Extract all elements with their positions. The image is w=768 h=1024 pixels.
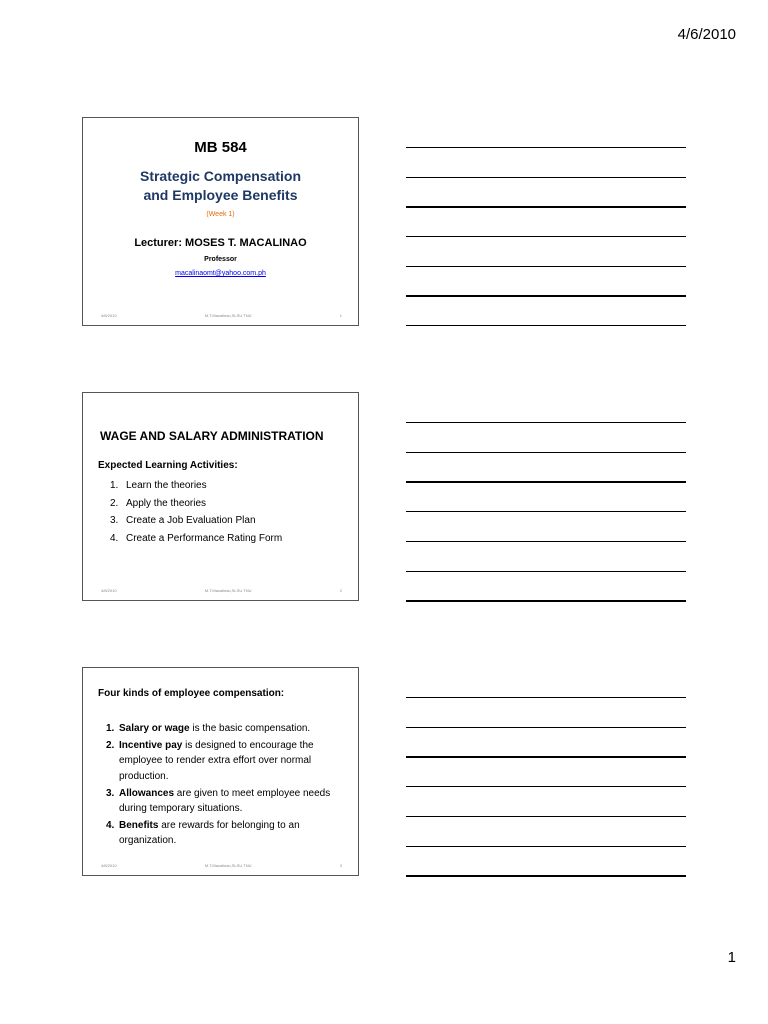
note-line bbox=[406, 697, 686, 698]
note-line bbox=[406, 325, 686, 326]
lecturer-role: Professor bbox=[204, 256, 237, 263]
list-item-text: Learn the theories bbox=[126, 480, 207, 491]
note-line bbox=[406, 147, 686, 148]
slide-footer-author: M.T.Macalinao,SLSU TNU bbox=[204, 313, 252, 318]
note-line bbox=[406, 295, 686, 297]
note-line bbox=[406, 266, 686, 267]
note-line bbox=[406, 422, 686, 423]
list-item bbox=[106, 818, 346, 848]
list-item-text: Apply the theories bbox=[126, 497, 207, 509]
note-line bbox=[406, 571, 686, 572]
list-item bbox=[110, 512, 282, 530]
note-line bbox=[406, 875, 686, 877]
note-line bbox=[406, 206, 686, 208]
note-line bbox=[406, 452, 686, 453]
note-line bbox=[406, 846, 686, 847]
list-item-text: are rewards for belonging to an organization. bbox=[119, 820, 300, 847]
slide-footer-number: 1 bbox=[339, 313, 342, 318]
list-item bbox=[110, 495, 282, 513]
slide-2 bbox=[82, 392, 359, 601]
course-code: MB 584 bbox=[194, 139, 247, 156]
page-date: 4/6/2010 bbox=[677, 26, 736, 43]
list-item-number: 4. bbox=[106, 820, 115, 832]
slide-1 bbox=[82, 117, 359, 326]
learning-activities-list bbox=[110, 477, 282, 548]
course-title-line-2: and Employee Benefits bbox=[143, 187, 298, 203]
list-item-number: 1. bbox=[106, 723, 115, 734]
note-line bbox=[406, 786, 686, 787]
list-item bbox=[110, 477, 282, 495]
course-title bbox=[83, 167, 358, 205]
list-item-text: Create a Performance Rating Form bbox=[126, 533, 283, 545]
list-item bbox=[110, 530, 282, 548]
list-item-term: Benefits bbox=[119, 820, 159, 832]
list-item-text: is designed to encourage the employee to render extra effort over normal production. bbox=[119, 740, 314, 782]
slide-footer bbox=[101, 588, 342, 593]
page-number: 1 bbox=[727, 949, 736, 966]
note-line bbox=[406, 511, 686, 512]
slide-footer bbox=[101, 863, 342, 868]
note-line bbox=[406, 177, 686, 178]
note-line bbox=[406, 600, 686, 602]
list-item-number: 2. bbox=[110, 497, 119, 509]
list-item-number: 3. bbox=[106, 787, 115, 799]
slide-title: Four kinds of employee compensation: bbox=[98, 688, 285, 699]
list-item-number: 3. bbox=[110, 515, 119, 527]
list-item bbox=[106, 721, 346, 736]
list-item bbox=[106, 786, 346, 816]
slide-footer-date: 4/6/2010 bbox=[101, 863, 117, 868]
slide-footer-date: 4/6/2010 bbox=[101, 313, 117, 318]
list-item-number: 1. bbox=[110, 480, 119, 491]
slide-footer-number: 3 bbox=[339, 863, 342, 868]
note-line bbox=[406, 756, 686, 758]
note-line bbox=[406, 236, 686, 237]
slide-title: WAGE AND SALARY ADMINISTRATION bbox=[100, 429, 324, 443]
note-line bbox=[406, 481, 686, 483]
week-label: (Week 1) bbox=[206, 211, 235, 218]
slide-footer-author: M.T.Macalinao,SLSU TNU bbox=[204, 863, 252, 868]
list-item-text: Create a Job Evaluation Plan bbox=[126, 515, 256, 527]
slide-footer-date: 4/6/2010 bbox=[101, 588, 117, 593]
slide-footer bbox=[101, 313, 342, 318]
list-item-number: 2. bbox=[106, 740, 115, 752]
compensation-kinds-list bbox=[106, 721, 346, 851]
list-item-term: Salary or wage bbox=[119, 723, 190, 734]
list-item bbox=[106, 738, 346, 784]
note-line bbox=[406, 816, 686, 817]
course-title-line-1: Strategic Compensation bbox=[139, 168, 302, 184]
list-item-number: 4. bbox=[110, 533, 119, 545]
slide-footer-number: 2 bbox=[339, 588, 342, 593]
slide-subtitle: Expected Learning Activities: bbox=[98, 460, 238, 471]
lecturer-email-link[interactable]: macalinaomt@yahoo.com.ph bbox=[175, 270, 266, 277]
note-line bbox=[406, 727, 686, 728]
list-item-text: is the basic compensation. bbox=[189, 723, 311, 734]
note-line bbox=[406, 541, 686, 542]
lecturer-name: Lecturer: MOSES T. MACALINAO bbox=[134, 237, 307, 249]
list-item-term: Allowances bbox=[119, 787, 175, 799]
list-item-term: Incentive pay bbox=[119, 740, 183, 752]
list-item-text: are given to meet employee needs during temporary situations. bbox=[119, 787, 331, 815]
slide-footer-author: M.T.Macalinao,SLSU TNU bbox=[204, 588, 252, 593]
slide-3 bbox=[82, 667, 359, 876]
